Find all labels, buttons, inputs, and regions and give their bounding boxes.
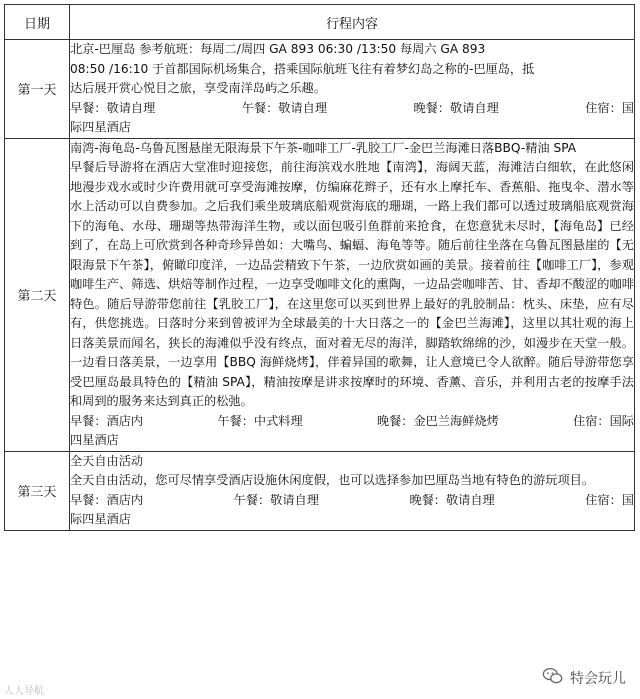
day-label: 第二天 [5, 138, 70, 451]
lunch-info: 午餐：敬请自理 [233, 492, 319, 507]
hotel-continuation: 际四星酒店 [70, 120, 131, 134]
day-body: 早餐后导游将在酒店大堂准时迎接您，前往海滨戏水胜地【南湾】，海阔天蓝，海滩洁白细软，在此悠闲地漫步戏水或时少许费用就可享受海滩按摩，仿编麻花辫子，还有水上摩托车、香蕉船、拖曳伞、潜水等水上活动可以自费参加。之后我们乘坐玻璃底船观赏海底的珊瑚，一路上我们都可以透过玻璃船底观赏海下的海龟、水母、珊瑚等热带海洋生物，或以面包吸引鱼群前来抢食，在您意犹未尽时，【海龟岛】已经到了，在岛上可欣赏到各种奇珍异兽如：大嘴鸟、蝙蝠、海龟等等。随后前往坐落在乌鲁瓦图悬崖的【无限海景下午茶】，俯瞰印度洋，一边品尝精致下午茶，一边欣赏如画的美景。接着前往【咖啡工厂】，参观咖啡生产、筛选、烘焙等制作过程，一边享受咖啡文化的熏陶，一边品尝咖啡苦、甘、香却不酸涩的咖啡特色。随后导游带您前往【乳胶工厂】，在这里您可以买到世界上最好的乳胶制品：枕头、床垫，应有尽有，供您挑选。日落时分来到曾被评为全球最美的十大日落之一的【金巴兰海滩】，这里以其壮观的海上日落美景而闻名，狭长的海滩似乎没有终点，面对着无尽的海洋，脚踏软绵绵的沙，如漫步在天堂一般。一边看日落美景，一边享用【BBQ 海鲜烧烤】，伴着异国的歌舞，让人意境已令人欲醉。随后导游带您享受巴厘岛最具特色的【精油 SPA】，精油按摩是讲求按摩时的环境、香薰、音乐，并利用古老的按摩手法和周到的服务来达到真正的松弛。 [70, 160, 634, 408]
content-line: 北京-巴厘岛 参考航班：每周二/周四 GA 893 06:30 /13:50 每周六 GA 893 [70, 42, 486, 56]
breakfast-info: 早餐：敬请自理 [70, 100, 156, 115]
hotel-continuation: 四星酒店 [70, 433, 119, 447]
lunch-info: 午餐：敬请自理 [241, 100, 328, 115]
hotel-info: 住宿：国 [585, 100, 634, 115]
meals-line [70, 491, 634, 511]
wechat-icon [542, 665, 564, 691]
day-title: 全天自由活动 [70, 453, 144, 468]
day-label: 第一天 [5, 40, 70, 139]
dinner-info: 晚餐：敬请自理 [413, 100, 499, 115]
day-content [70, 40, 635, 139]
meals-line [70, 99, 634, 119]
watermark-text: 特会玩儿 [570, 671, 626, 687]
itinerary-table [4, 4, 635, 531]
breakfast-info: 早餐：酒店内 [70, 492, 144, 507]
day-title: 南湾-海龟岛-乌鲁瓦图悬崖无限海景下午茶-咖啡工厂-乳胶工厂-金巴兰海滩日落BBQ-精油 SPA [70, 140, 577, 155]
dinner-info: 晚餐：金巴兰海鲜烧烤 [376, 413, 499, 428]
day-content [70, 451, 635, 530]
day-row [5, 40, 635, 139]
dinner-info: 晚餐：敬请自理 [409, 492, 495, 507]
header-row [5, 5, 635, 40]
meals-line [70, 412, 634, 432]
hotel-info: 住宿：国际 [573, 413, 634, 428]
lunch-info: 午餐：中式料理 [217, 413, 303, 428]
breakfast-info: 早餐：酒店内 [70, 413, 144, 428]
content-line: 达后展开赏心悦目之旅，享受南洋岛屿之乐趣。 [70, 81, 326, 95]
day-body: 全天自由活动，您可尽情享受酒店设施休闲度假，也可以选择参加巴厘岛当地有特色的游玩项目。 [70, 473, 595, 487]
day-content [70, 138, 635, 451]
hotel-continuation: 际四星酒店 [70, 512, 131, 526]
date-header: 日期 [5, 5, 70, 40]
content-line: 08:50 /16:10 于首都国际机场集合，搭乘国际航班飞往有着梦幻岛之称的-巴厘岛，抵 [70, 61, 535, 76]
hotel-info: 住宿：国 [585, 492, 634, 507]
day-row [5, 138, 635, 451]
corner-watermark: 人人导航 [4, 686, 44, 697]
day-label: 第三天 [5, 451, 70, 530]
content-header: 行程内容 [70, 5, 635, 40]
day-row [5, 451, 635, 530]
watermark [538, 663, 630, 693]
